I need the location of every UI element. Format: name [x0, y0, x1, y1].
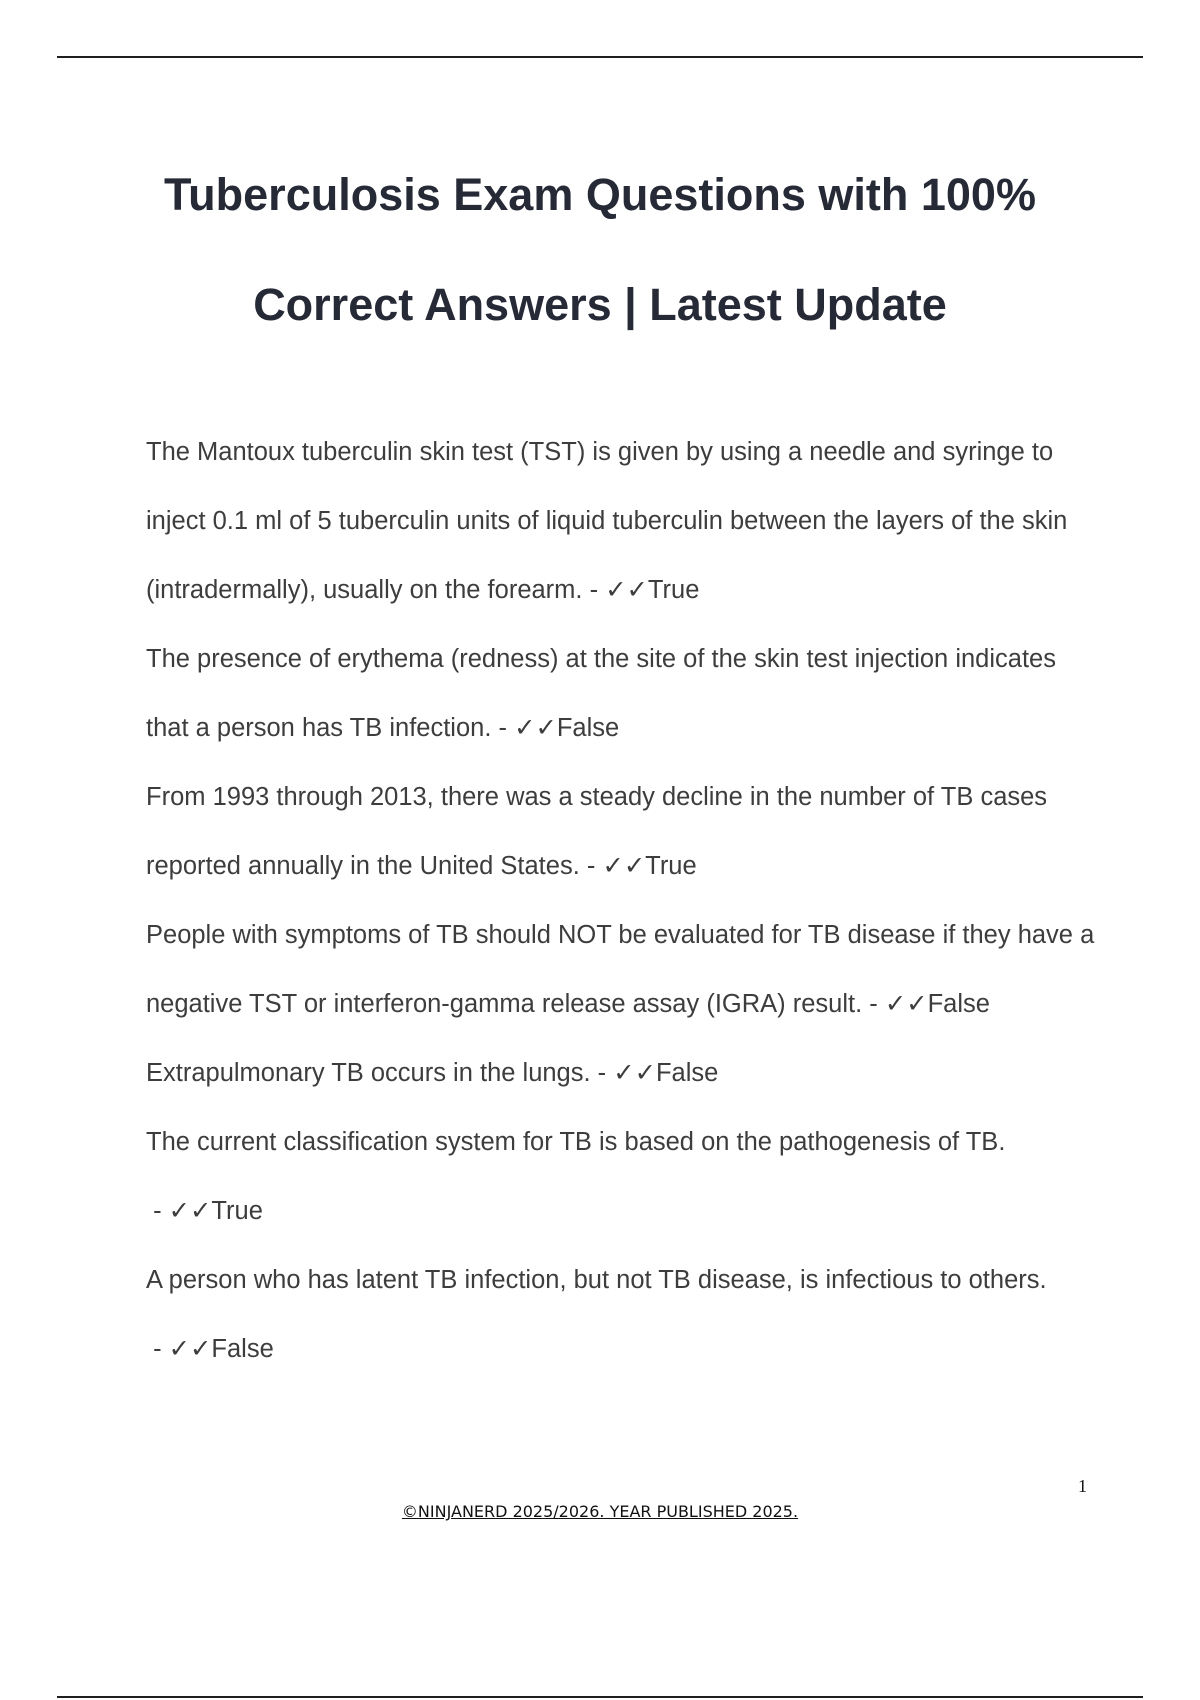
question-text: The current classification system for TB is based on the pathogenesis of TB. — [146, 1128, 1006, 1156]
copyright-footer — [0, 1502, 1200, 1521]
question-item — [146, 1246, 1096, 1384]
question-list — [146, 418, 1096, 1384]
question-item — [146, 625, 1096, 763]
question-item — [146, 1039, 1096, 1108]
question-item — [146, 1108, 1096, 1246]
answer-separator: - — [582, 576, 606, 604]
answer-text: ✓✓True — [605, 576, 700, 604]
copyright-text: ©NINJANERD 2025/2026. YEAR PUBLISHED 2025. — [401, 1502, 799, 1521]
answer-text: ✓✓False — [884, 990, 990, 1018]
answer-text: ✓✓False — [613, 1059, 719, 1087]
question-text: From 1993 through 2013, there was a steady decline in the number of TB cases reported annually in the United States. — [146, 783, 1048, 880]
question-text: People with symptoms of TB should NOT be evaluated for TB disease if they have a negative TST or interferon-gamma release assay (IGRA) result. — [146, 921, 1095, 1018]
page-number: 1 — [1078, 1476, 1087, 1496]
question-text: A person who has latent TB infection, but not TB disease, is infectious to others. — [146, 1266, 1047, 1294]
title-line-2: Correct Answers | Latest Update — [253, 279, 947, 330]
answer-separator: - — [579, 852, 603, 880]
answer-text: ✓✓False — [168, 1335, 274, 1363]
answer-separator: - — [862, 990, 885, 1018]
answer-separator: - — [146, 1197, 169, 1225]
answer-text: ✓✓False — [514, 714, 620, 742]
question-text: The Mantoux tuberculin skin test (TST) is given by using a needle and syringe to inject 0.1 ml of 5 tuberculin units of liquid tuberculin between the layers of the skin (intradermally), usually on the forearm. — [146, 438, 1068, 604]
footer-rule — [57, 1696, 1143, 1698]
question-item — [146, 763, 1096, 901]
question-item — [146, 901, 1096, 1039]
answer-separator: - — [491, 714, 515, 742]
question-text: The presence of erythema (redness) at the site of the skin test injection indicates that a person has TB infection. — [146, 645, 1056, 742]
document-title — [0, 140, 1200, 360]
answer-text: ✓✓True — [168, 1197, 263, 1225]
answer-text: ✓✓True — [602, 852, 697, 880]
header-rule — [57, 56, 1143, 58]
question-item — [146, 418, 1096, 625]
question-text: Extrapulmonary TB occurs in the lungs. — [146, 1059, 591, 1087]
answer-separator: - — [146, 1335, 169, 1363]
answer-separator: - — [590, 1059, 614, 1087]
title-line-1: Tuberculosis Exam Questions with 100% — [164, 169, 1036, 220]
